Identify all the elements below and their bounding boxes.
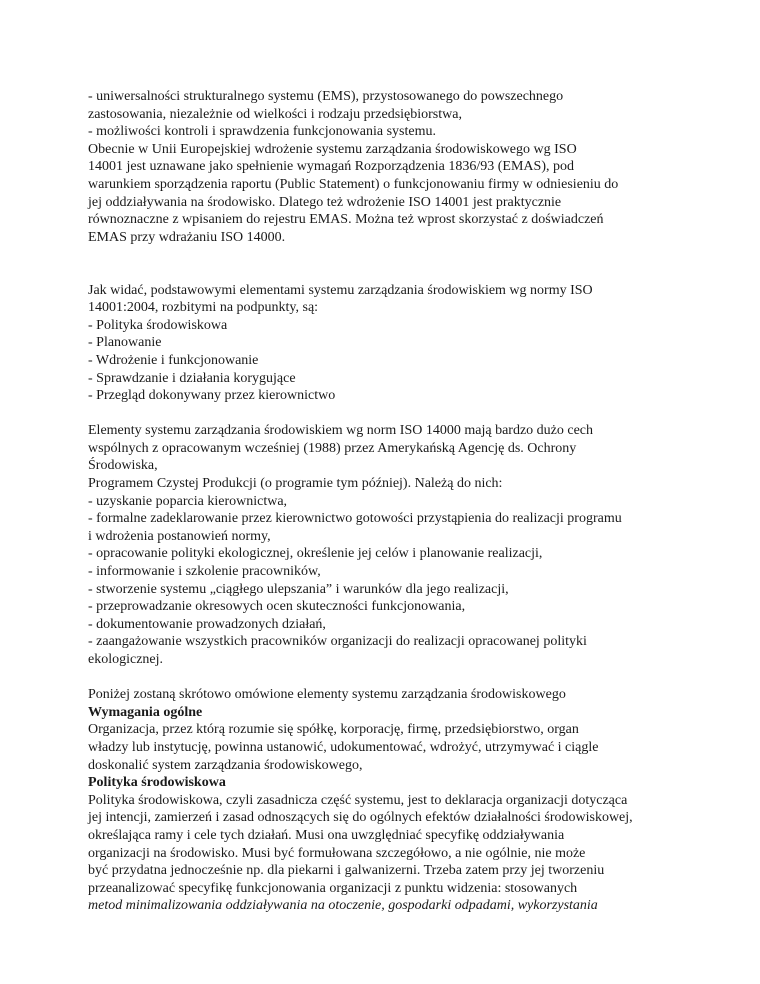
list-item: - Sprawdzanie i działania korygujące [88, 370, 296, 386]
text-line: przeanalizować specyfikę funkcjonowania organizacji z punktu widzenia: stosowanych [88, 880, 578, 896]
paragraph-cleaner-production [88, 422, 688, 668]
text-line: 14001 jest uznawane jako spełnienie wymagań Rozporządzenia 1836/93 (EMAS), pod [88, 159, 574, 175]
paragraph-environmental-policy [88, 792, 688, 915]
text-line: warunkiem sporządzenia raportu (Public Statement) o funkcjonowaniu firmy w odniesieniu do [88, 176, 619, 192]
list-item: - opracowanie polityki ekologicznej, określenie jej celów i planowanie realizacji, [88, 546, 543, 562]
list-item: - formalne zadeklarowanie przez kierownictwo gotowości przystąpienia do realizacji programu [88, 511, 622, 527]
text-line: organizacji na środowisko. Musi być formułowana szczegółowo, a nie ogólnie, nie może [88, 845, 586, 861]
list-item: - Polityka środowiskowa [88, 317, 228, 333]
list-item: - informowanie i szkolenie pracowników, [88, 564, 321, 580]
text-line: Programem Czystej Produkcji (o programie tym później). Należą do nich: [88, 476, 503, 492]
list-item: - uzyskanie poparcia kierownictwa, [88, 493, 288, 509]
text-line: równoznaczne z wpisaniem do rejestru EMAS. Można też wprost skorzystać z doświadczeń [88, 212, 604, 228]
section-heading-environmental-policy: Polityka środowiskowa [88, 775, 226, 791]
text-line: - możliwości kontroli i sprawdzenia funkcjonowania systemu. [88, 124, 436, 140]
text-line: zastosowania, niezależnie od wielkości i rodzaju przedsiębiorstwa, [88, 106, 462, 122]
text-line: - uniwersalności strukturalnego systemu (EMS), przystosowanego do powszechnego [88, 89, 564, 104]
paragraph-general-requirements [88, 721, 688, 774]
text-line: Obecnie w Unii Europejskiej wdrożenie systemu zarządzania środowiskowego wg ISO [88, 141, 577, 157]
list-item: - stworzenie systemu „ciągłego ulepszania” i warunków dla jego realizacji, [88, 581, 509, 597]
list-item: - dokumentowanie prowadzonych działań, [88, 616, 326, 632]
list-item: ekologicznej. [88, 652, 164, 667]
text-line: Jak widać, podstawowymi elementami systemu zarządzania środowiskiem wg normy ISO [88, 282, 593, 298]
spacer [88, 669, 688, 687]
list-item: - przeprowadzanie okresowych ocen skuteczności funkcjonowania, [88, 599, 466, 615]
spacer [88, 405, 688, 423]
spacer [88, 246, 688, 281]
text-line: 14001:2004, rozbitymi na podpunkty, są: [88, 300, 319, 316]
text-line: jej intencji, zamierzeń i zasad odnoszących się do ogólnych efektów działalności środowiskowej, [88, 810, 633, 826]
text-line: jej oddziaływania na środowisko. Dlatego też wdrożenie ISO 14001 jest praktycznie [88, 194, 562, 210]
text-line: Polityka środowiskowa, czyli zasadnicza część systemu, jest to deklaracja organizacji dotycząca [88, 792, 628, 808]
text-line: określająca ramy i cele tych działań. Musi ona uwzględniać specyfikę oddziaływania [88, 827, 565, 843]
text-line: doskonalić system zarządzania środowiskowego, [88, 757, 363, 773]
list-item: - Wdrożenie i funkcjonowanie [88, 352, 259, 368]
paragraph-iso-elements [88, 282, 688, 405]
section-heading-general-requirements: Wymagania ogólne [88, 704, 203, 720]
text-line: być przydatna jednocześnie np. dla piekarni i galwanizerni. Trzeba zatem przy jej tworzeniu [88, 863, 605, 879]
list-item: - Planowanie [88, 335, 162, 351]
list-item: - Przegląd dokonywany przez kierownictwo [88, 388, 336, 404]
text-line: władzy lub instytucję, powinna ustanowić, udokumentować, wdrożyć, utrzymywać i ciągle [88, 739, 599, 755]
list-item: i wdrożenia postanowień normy, [88, 528, 271, 544]
text-line: Środowiska, [88, 458, 158, 474]
list-item: - zaangażowanie wszystkich pracowników organizacji do realizacji opracowanej polityki [88, 634, 587, 650]
intro-line: Poniżej zostaną skrótowo omówione elementy systemu zarządzania środowiskowego [88, 687, 566, 703]
text-line: Organizacja, przez którą rozumie się spółkę, korporację, firmę, przedsiębiorstwo, organ [88, 722, 579, 738]
text-line: wspólnych z opracowanym wcześniej (1988) przez Amerykańską Agencję ds. Ochrony [88, 440, 577, 456]
paragraph-ems-universality [88, 88, 688, 246]
text-line: EMAS przy wdrażaniu ISO 14000. [88, 229, 286, 245]
document-page [88, 88, 688, 915]
text-line-italic: metod minimalizowania oddziaływania na otoczenie, gospodarki odpadami, wykorzystania [88, 898, 598, 914]
text-line: Elementy systemu zarządzania środowiskiem wg norm ISO 14000 mają bardzo dużo cech [88, 423, 594, 439]
